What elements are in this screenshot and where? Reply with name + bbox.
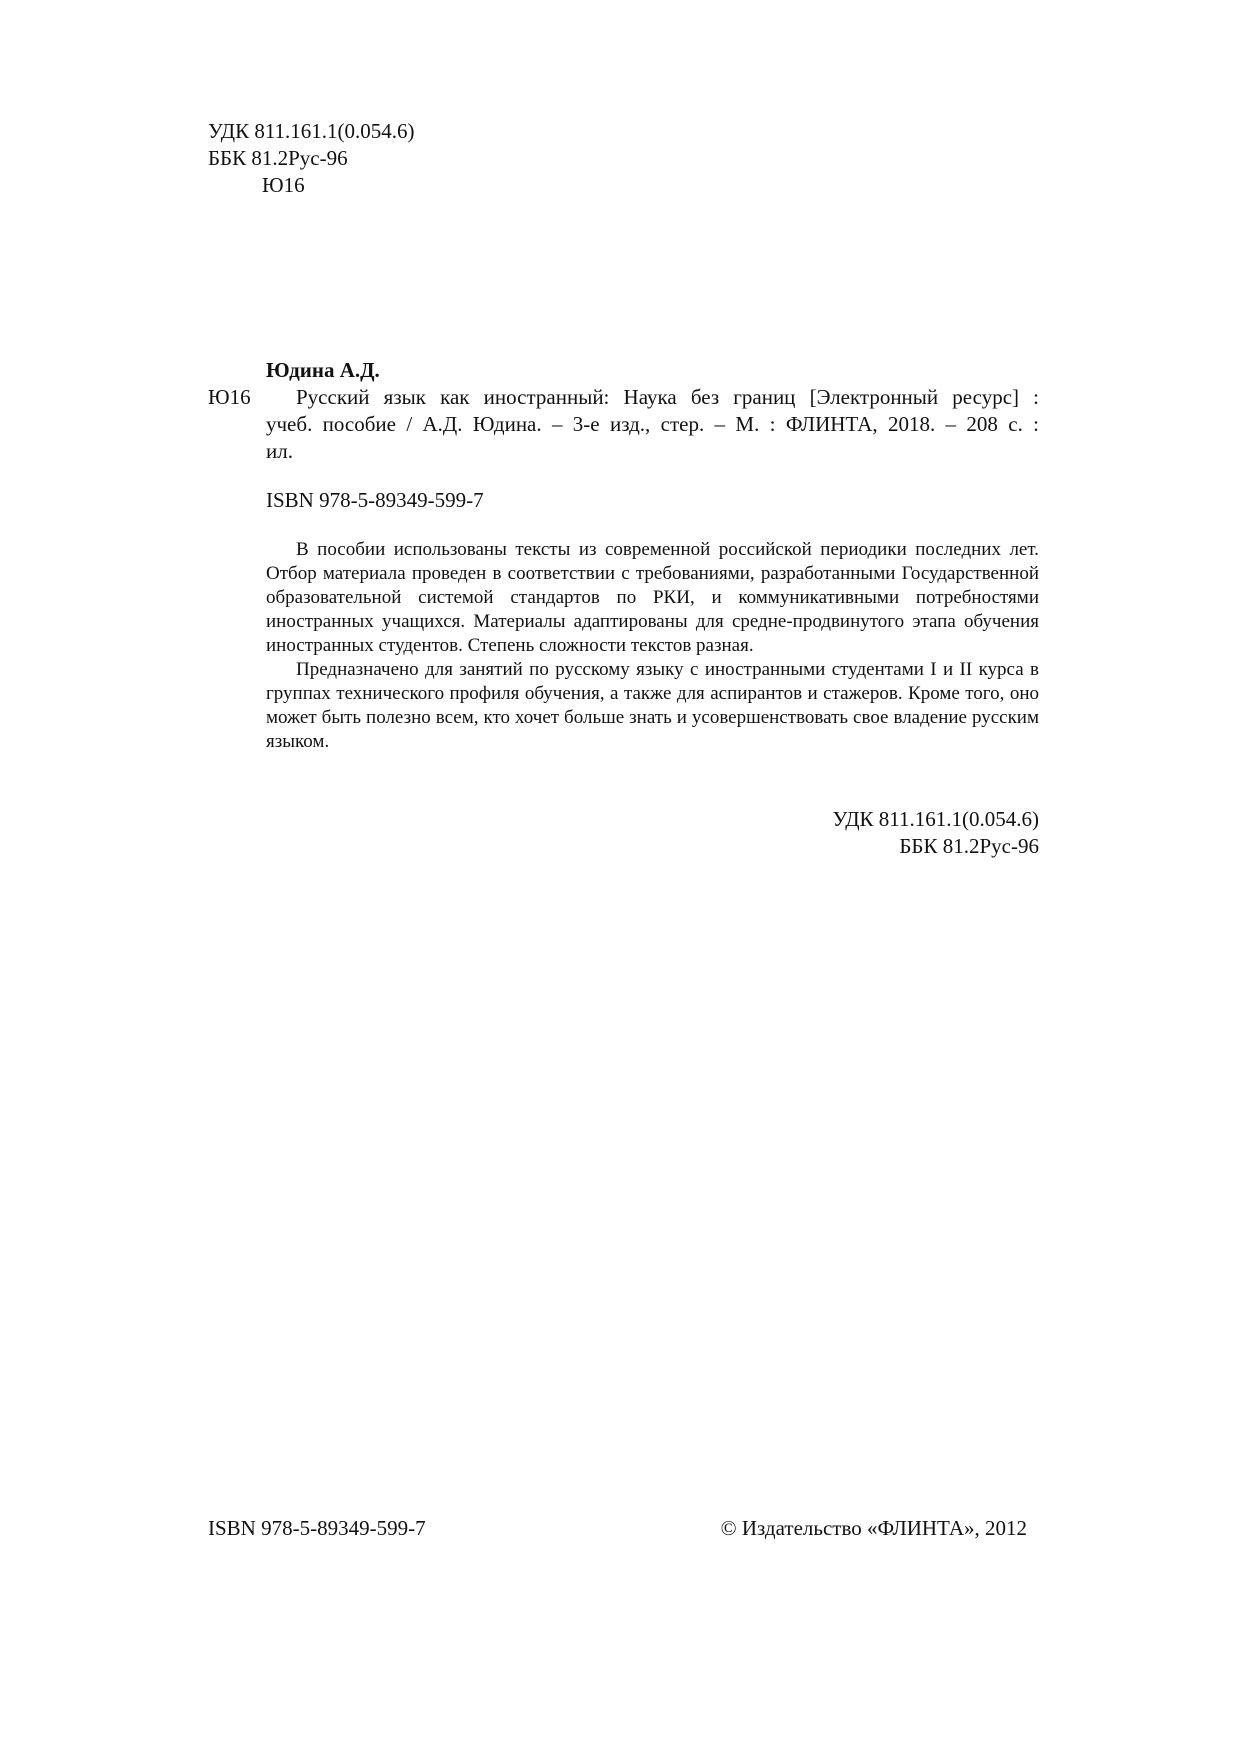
annotation-paragraph-1: В пособии использованы тексты из современной российской периодики последних лет. Отбор материала проведен в соответствии с требованиями, разработанными Государственной образовательной системой стандартов по РКИ, и коммуникативными потребностями иностранных учащихся. Материалы адаптированы для средне-продвинутого этапа обучения иностранных студентов. Степень сложности текстов разная. — [266, 539, 1039, 656]
cutter-code: Ю16 — [262, 173, 305, 197]
record-cutter-mark: Ю16 — [208, 385, 251, 409]
record-imprint-line: учеб. пособие / А.Д. Юдина. – 3-е изд., стер. – М. : ФЛИНТА, 2018. – 208 с. : — [266, 412, 1039, 436]
author-heading: Юдина А.Д. — [266, 358, 380, 382]
bbk-code-bottom: ББК 81.2Рус-96 — [899, 834, 1039, 858]
bbk-code: ББК 81.2Рус-96 — [208, 146, 348, 170]
classification-footer — [700, 806, 1039, 860]
annotation-paragraph-2: Предназначено для занятий по русскому языку с иностранными студентами I и II курса в группах технического профиля обучения, а также для аспирантов и стажеров. Кроме того, оно может быть полезно всем, кто хочет больше знать и усовершенствовать свое владение русским языком. — [266, 659, 1039, 752]
udk-code-bottom: УДК 811.161.1(0.054.6) — [832, 807, 1039, 831]
classification-header — [208, 118, 415, 199]
annotation — [266, 538, 1039, 754]
record-isbn: ISBN 978-5-89349-599-7 — [266, 488, 484, 512]
record-illustrations-line: ил. — [266, 439, 293, 463]
footer-isbn: ISBN 978-5-89349-599-7 — [208, 1516, 426, 1540]
record-title-line: Русский язык как иностранный: Наука без границ [Электронный ресурс] : — [296, 385, 1039, 409]
udk-code: УДК 811.161.1(0.054.6) — [208, 119, 415, 143]
bibliographic-record — [266, 384, 1039, 465]
copyright-notice: © Издательство «ФЛИНТА», 2012 — [720, 1516, 1027, 1540]
